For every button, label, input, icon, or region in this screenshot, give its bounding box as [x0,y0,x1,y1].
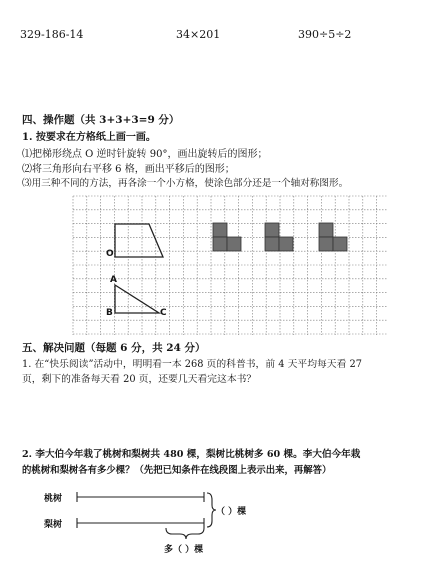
point-o-label: O [106,249,114,259]
point-a-label: A [110,275,117,285]
calc-expression-3: 390÷5÷2 [298,28,352,41]
triangle-shape [115,285,159,313]
calc-expression-2: 34×201 [176,28,221,41]
problem1-line1: 1. 在“快乐阅读”活动中，明明看一本 268 页的科普书，前 4 天平均每天看 27 [22,359,362,370]
point-b-label: B [106,308,113,318]
shaded-figure-3 [319,223,347,251]
shaded-figure-2 [265,223,293,251]
more-label: 多（ ）棵 [164,545,204,555]
shaded-figure-1 [213,223,241,251]
more-brace [166,528,204,539]
section5-title: 五、解决问题（每题 6 分，共 24 分） [22,342,206,354]
q1-instruction-1: ⑴把梯形绕点 O 逆时针旋转 90°，画出旋转后的图形； [22,149,268,160]
problem2-line2: 的桃树和梨树各有多少棵？（先把已知条件在线段图上表示出来，再解答） [22,465,332,476]
peach-label: 桃树 [44,494,63,504]
trapezoid-shape [115,224,163,257]
grid-lines [73,196,387,335]
problem2-line1: 2. 李大伯今年栽了桃树和梨树共 480 棵，梨树比桃树多 60 棵。李大伯今年栽 [22,449,361,460]
segment-diagram [77,492,216,539]
pear-label: 梨树 [44,520,63,530]
q1-heading: 1. 按要求在方格纸上画一画。 [22,132,156,143]
calc-expression-1: 329-186-14 [20,28,84,41]
point-c-label: C [160,308,167,318]
problem1-line2: 页，剩下的准备每天看 20 页，还要几天看完这本书？ [22,374,257,385]
q1-instruction-2: ⑵将三角形向右平移 6 格，画出平移后的图形； [22,164,235,175]
section4-title: 四、操作题（共 3+3+3=9 分） [22,114,180,126]
q1-instruction-3: ⑶用三种不同的方法，再各涂一个小方格，使涂色部分还是一个轴对称图形。 [22,178,349,189]
total-brace [207,493,216,527]
total-label: （ ）棵 [216,507,247,517]
